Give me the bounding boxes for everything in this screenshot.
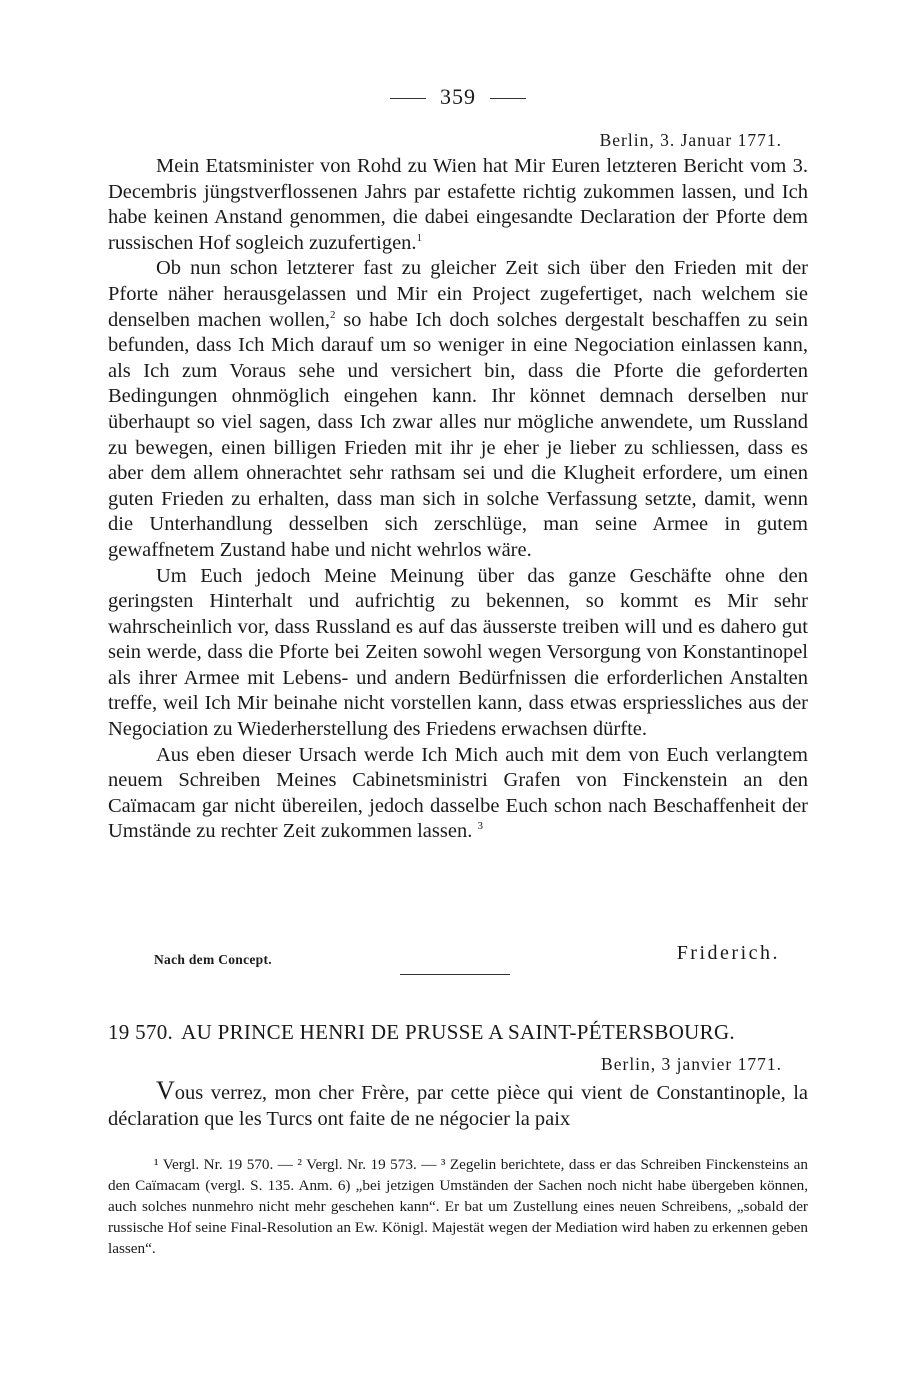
footnote-text: ¹ Vergl. Nr. 19 570. — ² Vergl. Nr. 19 573. — ³ Zegelin berichtete, dass er das Schreiben Finckensteins an den Caïmacam (vergl. S. 135. Anm. 6) „bei jetzigen Umständen der Sachen noch nicht habe übergeben können, auch solches nunmehro nicht mehr geschehen kann“. Er bat um Zustellung eines neuen Schreibens, „sobald der russische Hof seine Final-Resolution an Ew. Königl. Majestät wegen der Mediation wird haben zu erkennen geben lassen“. — [108, 1156, 808, 1257]
paragraph-text: Aus eben dieser Ursach werde Ich Mich auch mit dem von Euch verlangtem neuem Schreiben Meines Cabinetsministri Grafen von Finckenstein an den Caïmacam gar nicht übereilen, jedoch dasselbe Euch schon nach Beschaffenheit der Umstände zu rechter Zeit zukommen lassen. — [108, 743, 808, 843]
paragraph-text: so habe Ich doch solches dergestalt beschaffen zu sein befunden, dass Ich Mich darauf um so weniger in eine Negociation einlassen kann, als Ich zum Voraus sehe und versichert bin, dass die Pforte die geforderten Bedingungen ohnmöglich eingehen kann. Ihr könnet demnach derselben nur überhaupt so viel sagen, dass Ich zwar alles nur mögliche anwendete, um Russland zu bewegen, einen billigen Frieden mit ihr je eher je lieber zu schliessen, dass es aber dem allem ohnerachtet sehr rathsam sei und die Klugheit erfordere, um einen guten Frieden zu erhalten, dass man sich in solche Verfassung setzte, damit, wenn die Unterhandlung desselben sich zerschlüge, man seine Armee in gutem gewaffnetem Zustand habe und nicht wehrlos wäre. — [108, 308, 809, 561]
letter1-dateline: Berlin, 3. Januar 1771. — [599, 130, 782, 150]
letter2-dateline: Berlin, 3 janvier 1771. — [601, 1054, 782, 1074]
source-note: Nach dem Concept. — [154, 952, 272, 967]
letter2-body — [108, 1078, 808, 1132]
dropcap: V — [156, 1076, 175, 1105]
document-title: AU PRINCE HENRI DE PRUSSE A SAINT-PÉTERSBOURG. — [181, 1020, 735, 1044]
letter1-paragraph — [108, 154, 808, 256]
header-dash-right — [490, 98, 526, 99]
footnote-ref: 3 — [477, 820, 483, 833]
letter2-paragraph — [108, 1078, 808, 1132]
paragraph-text: Um Euch jedoch Meine Meinung über das ganze Geschäfte ohne den geringsten Hinterhalt und aufrichtig zu bekennen, so kommt es Mir sehr wahrscheinlich vor, dass Russland es auf das äusserste treiben will und es dahero gut sein werde, dass die Pforte bei Zeiten sowohl wegen Versorgung von Konstantinopel als ihrer Armee mit Lebens- und andern Bedürfnissen die erforderlichen Anstalten treffe, weil Ich Mir beinahe nicht vorstellen kann, dass etwas erspriessliches aus der Negociation zu Wiederherstellung des Friedens erwachsen dürfte. — [108, 564, 808, 741]
page-number: 359 — [440, 84, 476, 109]
paragraph-text: Mein Etatsminister von Rohd zu Wien hat Mir Euren letzteren Bericht vom 3. Decembris jüngstverflossenen Jahrs par estafette richtig zukommen lassen, und Ich habe keinen Anstand genommen, die dabei eingesandte Declaration der Pforte dem russischen Hof sogleich zuzufertigen. — [108, 155, 808, 254]
document-number: 19 570. — [108, 1020, 174, 1044]
paragraph-text: Ob nun schon letzterer fast zu gleicher Zeit sich über den Frieden mit der Pforte näher herausgelassen und Mir ein Project zugefertiget, nach welchem sie denselben machen wollen, — [108, 257, 808, 331]
signature: Friderich. — [676, 942, 780, 964]
letter1-paragraph — [108, 256, 808, 563]
page-header — [108, 84, 808, 110]
letter1-body — [108, 154, 808, 845]
letter1-paragraph — [108, 564, 808, 743]
letter1-paragraph — [108, 743, 808, 845]
document-heading — [108, 1020, 808, 1045]
section-divider — [400, 974, 510, 975]
header-dash-left — [390, 98, 426, 99]
paragraph-text: ous verrez, mon cher Frère, par cette pièce qui vient de Constantinople, la déclaration que les Turcs ont faite de ne négocier la paix — [108, 1082, 808, 1130]
footnote-ref: 1 — [416, 231, 423, 244]
footnotes — [108, 1154, 808, 1259]
footnote-ref: 2 — [330, 308, 336, 321]
